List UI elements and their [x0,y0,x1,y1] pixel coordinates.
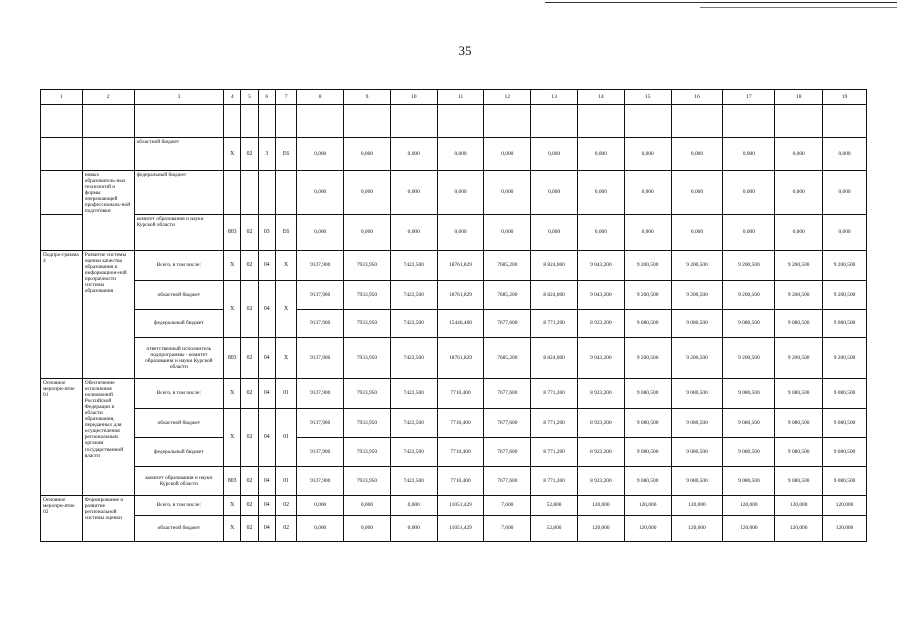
table-cell [531,105,578,138]
program-label-cell: Основное меропри-ятие 02 [41,496,83,542]
value-cell: 7422,500 [390,438,437,467]
value-cell: 0,000 [437,138,484,171]
code-cell: 04 [258,251,275,281]
value-cell: 9 080,500 [624,438,671,467]
value-cell: 8 771,200 [531,310,578,338]
value-cell: 9 043,200 [577,251,624,281]
value-cell: 0,000 [390,171,437,215]
funding-source-cell: Всего, в том числе: [134,496,224,516]
funding-source-cell: ответственный исполнитель подпрограммы - комитет образования и науки Курской области [134,338,224,379]
value-cell: 9 080,500 [671,379,723,409]
value-cell: 7933,950 [344,310,391,338]
value-cell: 0,000 [484,215,531,251]
table-cell [134,105,224,138]
table-row [41,338,867,379]
value-cell: 9 200,500 [624,281,671,310]
value-cell: 18761,829 [437,281,484,310]
funding-source-cell: федеральный бюджет [134,438,224,467]
value-cell: 0,000 [531,138,578,171]
column-header: 15 [624,90,671,105]
value-cell: 0,000 [775,215,823,251]
value-cell: 7710,400 [437,379,484,409]
table-row [41,516,867,542]
table-cell [775,105,823,138]
value-cell: 9 080,500 [775,438,823,467]
column-header: 13 [531,90,578,105]
value-cell: 9137,900 [297,281,344,310]
table-row [41,409,867,438]
value-cell: 9 080,500 [823,438,867,467]
value-cell: 8 771,200 [531,379,578,409]
code-cell: 04 [258,379,275,409]
value-cell: 7677,600 [484,467,531,496]
table-cell [437,105,484,138]
code-cell: 01 [275,379,296,409]
value-cell: 7933,950 [344,467,391,496]
code-cell: Х [224,516,241,542]
table-row [41,251,867,281]
value-cell: 9 200,500 [624,251,671,281]
value-cell: 0,000 [775,138,823,171]
value-cell: 0,000 [344,215,391,251]
code-cell: 04 [258,516,275,542]
value-cell: 0,000 [390,215,437,251]
value-cell: 7422,500 [390,281,437,310]
funding-source-cell: областной бюджет [134,409,224,438]
funding-source-cell: Всего, в том числе: [134,379,224,409]
code-cell: 02 [241,496,258,516]
value-cell: 0,000 [484,138,531,171]
column-header: 12 [484,90,531,105]
value-cell: 0,000 [297,138,344,171]
value-cell: 7685,200 [484,281,531,310]
value-cell: 0,000 [437,171,484,215]
value-cell: 9 080,500 [775,467,823,496]
code-cell: 04 [258,281,275,338]
table-cell [484,105,531,138]
activity-name-cell: новых образователь-ных технологий и формы опережающей профессиональ-ной подготовки [82,171,134,251]
table-header-row [41,90,867,105]
value-cell: 7677,600 [484,379,531,409]
code-cell: Х [224,496,241,516]
value-cell: 8 824,000 [531,251,578,281]
value-cell: 120,000 [577,516,624,542]
code-cell: Х [224,409,241,467]
column-header: 8 [297,90,344,105]
value-cell: 7933,950 [344,338,391,379]
value-cell: 7710,400 [437,467,484,496]
value-cell: 7685,200 [484,338,531,379]
value-cell: 0,000 [531,171,578,215]
value-cell: 7422,500 [390,467,437,496]
value-cell: 120,000 [723,496,775,516]
value-cell: 18761,829 [437,338,484,379]
value-cell: 0,000 [577,171,624,215]
value-cell: 120,000 [577,496,624,516]
table-row [41,467,867,496]
table-row [41,281,867,310]
value-cell: 9 200,500 [723,338,775,379]
code-cell: Х [275,338,296,379]
table-cell [723,105,775,138]
value-cell: 9 080,500 [624,467,671,496]
code-cell: Х [224,379,241,409]
column-header: 17 [723,90,775,105]
column-header: 3 [134,90,224,105]
funding-source-cell: Всего, в том числе: [134,251,224,281]
value-cell: 7677,600 [484,438,531,467]
activity-name-cell: Обеспечение исполнения полномочий Российской Федерации в области образования, переданных для осуществления региональным органам государственной власти [82,379,134,496]
funding-source-cell: комитет образования и науки Курской области [134,467,224,496]
value-cell: 9137,900 [297,438,344,467]
scan-edge-line [545,2,897,3]
value-cell: 9137,900 [297,338,344,379]
value-cell: 7422,500 [390,338,437,379]
value-cell: 0,000 [297,496,344,516]
activity-name-cell: Формирование и развитие региональной системы оценки [82,496,134,542]
value-cell: 9 080,500 [624,310,671,338]
code-cell: 04 [258,467,275,496]
code-cell: 02 [275,516,296,542]
value-cell: 9 080,500 [775,310,823,338]
value-cell: 9 200,500 [671,251,723,281]
value-cell: 120,000 [671,496,723,516]
value-cell: 7422,500 [390,379,437,409]
value-cell: 9 080,500 [775,409,823,438]
value-cell: 9 080,500 [723,409,775,438]
value-cell: 0,000 [390,496,437,516]
code-cell: 02 [241,516,258,542]
value-cell: 8 771,200 [531,467,578,496]
program-label-cell: Подпро-грамма 4 [41,251,83,379]
table-row [41,438,867,467]
value-cell: 9 080,500 [823,409,867,438]
code-cell: Е6 [275,215,296,251]
table-cell [275,105,296,138]
value-cell: 7933,950 [344,281,391,310]
column-header: 5 [241,90,258,105]
value-cell: 9 200,500 [723,251,775,281]
value-cell: 8 923,200 [577,467,624,496]
value-cell: 7,600 [484,516,531,542]
table-cell [297,105,344,138]
value-cell: 0,000 [344,171,391,215]
value-cell: 120,000 [671,516,723,542]
value-cell: 0,000 [577,138,624,171]
funding-source-cell: комитет образования и науки Курской области [134,215,224,251]
code-cell: 02 [241,138,258,171]
table-cell [577,105,624,138]
value-cell: 8 923,200 [577,409,624,438]
table-cell [390,105,437,138]
value-cell: 8 824,000 [531,338,578,379]
funding-source-cell: областной бюджет [134,516,224,542]
table-row [41,138,867,171]
value-cell: 0,000 [823,215,867,251]
column-header: 10 [390,90,437,105]
value-cell: 9137,900 [297,379,344,409]
table-cell [41,171,83,215]
value-cell: 52,800 [531,516,578,542]
value-cell: 9 200,500 [775,251,823,281]
code-cell: 04 [258,496,275,516]
table-row [41,215,867,251]
value-cell: 18761,829 [437,251,484,281]
table-cell [624,105,671,138]
value-cell: 0,000 [577,215,624,251]
code-cell: 02 [241,338,258,379]
value-cell: 9 043,200 [577,281,624,310]
column-header: 6 [258,90,275,105]
value-cell: 9 080,500 [624,409,671,438]
table-cell [241,105,258,138]
code-cell: 01 [275,409,296,467]
code-cell: 803 [224,338,241,379]
value-cell: 9 200,500 [775,338,823,379]
table-row [41,310,867,338]
value-cell: 9137,900 [297,409,344,438]
value-cell: 0,000 [344,138,391,171]
code-cell: 803 [224,215,241,251]
column-header: 19 [823,90,867,105]
code-cell: Е6 [275,138,296,171]
value-cell: 0,000 [437,215,484,251]
value-cell: 7,600 [484,496,531,516]
table-cell [671,105,723,138]
table-cell [224,171,241,215]
value-cell: 8 771,200 [531,438,578,467]
value-cell: 0,000 [775,171,823,215]
value-cell: 0,000 [671,138,723,171]
value-cell: 9 080,500 [823,467,867,496]
value-cell: 11051,429 [437,496,484,516]
funding-source-cell: областной бюджет [134,281,224,310]
value-cell: 9 200,500 [823,281,867,310]
table-cell [41,105,83,138]
value-cell: 7933,950 [344,379,391,409]
value-cell: 9 080,500 [723,379,775,409]
column-header: 11 [437,90,484,105]
code-cell: 01 [275,467,296,496]
code-cell: 02 [241,251,258,281]
value-cell: 0,000 [823,171,867,215]
value-cell: 7422,500 [390,310,437,338]
table-row [41,496,867,516]
value-cell: 120,000 [723,516,775,542]
value-cell: 9137,900 [297,467,344,496]
code-cell: Х [224,281,241,338]
code-cell: 02 [241,281,258,338]
value-cell: 0,000 [624,215,671,251]
code-cell: Х [224,251,241,281]
code-cell: 803 [224,467,241,496]
column-header: 1 [41,90,83,105]
value-cell: 7677,600 [484,409,531,438]
column-header: 4 [224,90,241,105]
value-cell: 0,000 [723,171,775,215]
value-cell: 9 080,500 [823,310,867,338]
value-cell: 8 923,200 [577,438,624,467]
value-cell: 9 080,500 [823,379,867,409]
value-cell: 9 080,500 [671,467,723,496]
value-cell: 9 200,500 [624,338,671,379]
value-cell: 7710,400 [437,409,484,438]
value-cell: 9 080,500 [624,379,671,409]
column-header: 18 [775,90,823,105]
value-cell: 0,000 [624,138,671,171]
value-cell: 120,000 [624,516,671,542]
code-cell: Х [224,138,241,171]
funding-source-cell: областной бюджет [134,138,224,171]
value-cell: 9 080,500 [671,310,723,338]
value-cell: 0,000 [297,171,344,215]
code-cell: Х [275,251,296,281]
value-cell: 0,000 [344,516,391,542]
value-cell: 8 771,200 [531,409,578,438]
value-cell: 120,000 [624,496,671,516]
value-cell: 15446,400 [437,310,484,338]
value-cell: 7677,600 [484,310,531,338]
value-cell: 9137,900 [297,310,344,338]
value-cell: 9 080,500 [723,438,775,467]
value-cell: 9 080,500 [723,467,775,496]
column-header: 14 [577,90,624,105]
value-cell: 7685,200 [484,251,531,281]
table-cell [82,138,134,171]
value-cell: 52,800 [531,496,578,516]
value-cell: 9 200,500 [823,251,867,281]
table-row [41,171,867,215]
value-cell: 0,000 [671,171,723,215]
value-cell: 7422,500 [390,409,437,438]
value-cell: 9137,900 [297,251,344,281]
value-cell: 120,000 [775,516,823,542]
value-cell: 9 200,500 [775,281,823,310]
value-cell: 0,000 [297,215,344,251]
table-cell [258,171,275,215]
program-label-cell: Основное меропри-ятие 01 [41,379,83,496]
value-cell: 0,000 [723,215,775,251]
value-cell: 9 080,500 [723,310,775,338]
value-cell: 9 080,500 [671,409,723,438]
code-cell: 02 [241,409,258,467]
value-cell: 120,000 [823,496,867,516]
page-number: 35 [458,43,472,58]
code-cell: 02 [275,496,296,516]
code-cell: Х [275,281,296,338]
table-cell [224,105,241,138]
table-cell [823,105,867,138]
table-cell [41,138,83,171]
value-cell: 0,000 [723,138,775,171]
column-header: 2 [82,90,134,105]
value-cell: 0,000 [390,516,437,542]
value-cell: 7933,950 [344,409,391,438]
budget-table [40,89,867,542]
funding-source-cell: федеральный бюджет [134,310,224,338]
value-cell: 0,000 [484,171,531,215]
value-cell: 11051,429 [437,516,484,542]
table-cell [41,215,83,251]
value-cell: 0,000 [390,138,437,171]
value-cell: 120,000 [775,496,823,516]
table-row [41,379,867,409]
value-cell: 8 923,200 [577,379,624,409]
value-cell: 9 080,500 [775,379,823,409]
value-cell: 7933,950 [344,438,391,467]
value-cell: 9 043,200 [577,338,624,379]
value-cell: 0,000 [297,516,344,542]
code-cell: 04 [258,409,275,467]
value-cell: 0,000 [671,215,723,251]
value-cell: 120,000 [823,516,867,542]
activity-name-cell: Развитие системы оценки качества образования и информацион-ной прозрачности системы образования [82,251,134,379]
column-header: 16 [671,90,723,105]
value-cell: 7422,500 [390,251,437,281]
code-cell: 02 [241,467,258,496]
table-cell [82,105,134,138]
value-cell: 0,000 [624,171,671,215]
table-cell [344,105,391,138]
value-cell: 8 824,000 [531,281,578,310]
value-cell: 0,000 [823,138,867,171]
code-cell: 3 [258,138,275,171]
value-cell: 0,000 [344,496,391,516]
code-cell: 02 [241,379,258,409]
value-cell: 7710,400 [437,438,484,467]
column-header: 9 [344,90,391,105]
value-cell: 8 923,200 [577,310,624,338]
value-cell: 9 200,500 [671,338,723,379]
table-row [41,105,867,138]
value-cell: 7933,950 [344,251,391,281]
value-cell: 9 200,500 [723,281,775,310]
code-cell: 04 [258,338,275,379]
code-cell: 03 [258,215,275,251]
value-cell: 9 200,500 [823,338,867,379]
table-cell [241,171,258,215]
funding-source-cell: федеральный бюджет [134,171,224,215]
column-header: 7 [275,90,296,105]
code-cell: 02 [241,215,258,251]
scan-edge-line [700,7,897,8]
value-cell: 9 200,500 [671,281,723,310]
value-cell: 9 080,500 [671,438,723,467]
table-cell [275,171,296,215]
value-cell: 0,000 [531,215,578,251]
table-cell [258,105,275,138]
